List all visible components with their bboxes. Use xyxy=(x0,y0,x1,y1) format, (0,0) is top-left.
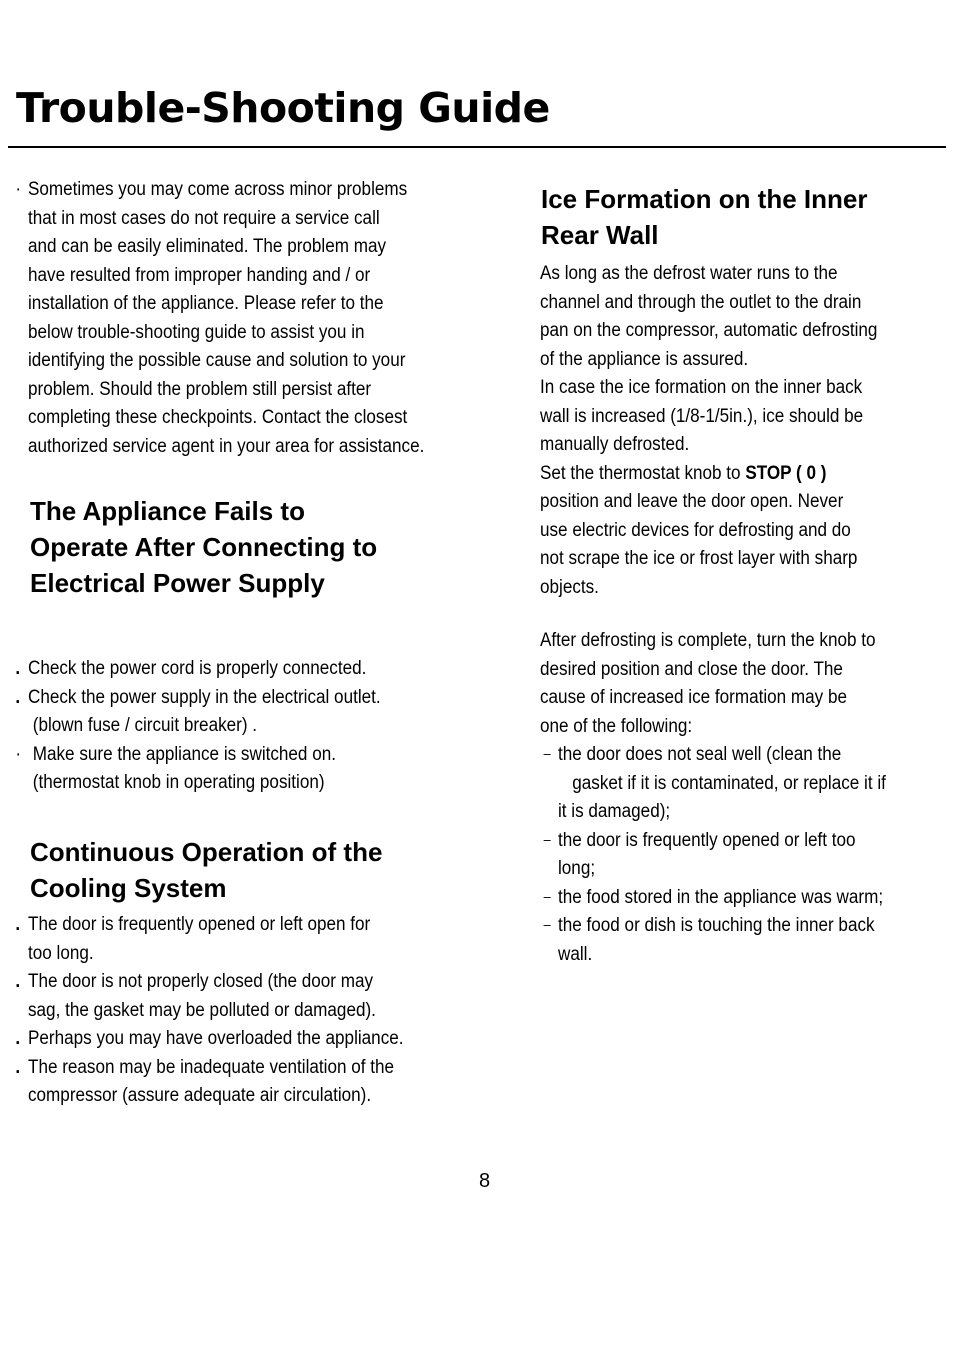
section3-body: As long as the defrost water runs to the channel and through the outlet to the drain pan on the compressor, automatic defrosting of the appliance is assured. In case the ice formation on the inner back wall is increased (1/8-1/5in.), ice should be manually defrosted. Set the thermostat knob to STOP ( 0 ) position and leave the door open. Never use electric devices for defrosting and do not scrape the ice or frost layer with sharp objects. xyxy=(540,263,878,598)
dash-marker: – xyxy=(543,745,551,761)
bullet-marker: . xyxy=(15,686,21,708)
stop-setting: STOP ( 0 ) xyxy=(745,462,827,484)
list-item: – the food stored in the appliance was warm; xyxy=(558,884,886,913)
section3-causes-list xyxy=(543,741,886,969)
list-item: – the door is frequently opened or left too long; xyxy=(558,827,886,884)
page-number: 8 xyxy=(479,1170,491,1192)
bullet-marker: . xyxy=(15,914,21,935)
section1-heading: The Appliance Fails to Operate After Connecting to Electrical Power Supply xyxy=(30,496,378,598)
section2-heading: Continuous Operation of the Cooling System xyxy=(30,837,383,903)
bullet-marker: . xyxy=(15,971,21,992)
section1-list xyxy=(15,655,381,798)
list-item: – the door does not seal well (clean the gasket if it is contaminated, or replace it if it is damaged); xyxy=(558,741,886,827)
intro-paragraph: · Sometimes you may come across minor problems that in most cases do not require a service call and can be easily eliminated. The problem may have resulted from improper handing and / or installation of the appliance. Please refer to the below trouble-shooting guide to assist you in identifying the possible cause and solution to your problem. Should the problem still persist after completing these checkpoints. Contact the closest authorized service agent in your area for assistance. xyxy=(28,176,887,461)
list-item: · Make sure the appliance is switched on. (thermostat knob in operating position) xyxy=(28,741,381,798)
dash-marker: – xyxy=(543,887,551,904)
dash-marker: – xyxy=(543,916,551,932)
list-item: . The reason may be inadequate ventilation of the compressor (assure adequate air circulation). xyxy=(28,1054,404,1111)
section3-heading: Ice Formation on the Inner Rear Wall xyxy=(541,184,868,250)
thermostat-line: Set the thermostat knob to STOP ( 0 ) xyxy=(540,462,827,484)
bullet-marker: · xyxy=(15,179,22,200)
section2-list xyxy=(15,911,404,1111)
title-divider xyxy=(8,146,946,148)
list-item: . Check the power cord is properly connected. xyxy=(28,655,381,684)
list-item: . Perhaps you may have overloaded the appliance. xyxy=(28,1025,404,1054)
list-item: – the food or dish is touching the inner back wall. xyxy=(558,912,886,969)
dash-marker: – xyxy=(543,830,551,847)
section3-after-defrost: After defrosting is complete, turn the knob to desired position and close the door. The cause of increased ice formation may be one of the following: xyxy=(540,630,876,737)
list-item: . Check the power supply in the electrical outlet. (blown fuse / circuit breaker) . xyxy=(28,684,381,741)
bullet-marker: · xyxy=(15,743,22,765)
bullet-marker: . xyxy=(15,658,21,679)
list-item: . The door is not properly closed (the door may sag, the gasket may be polluted or damaged). xyxy=(28,968,404,1025)
list-item: . The door is frequently opened or left open for too long. xyxy=(28,911,404,968)
page-title: Trouble-Shooting Guide xyxy=(16,84,550,132)
bullet-marker: . xyxy=(15,1056,21,1078)
bullet-marker: . xyxy=(15,1028,21,1049)
